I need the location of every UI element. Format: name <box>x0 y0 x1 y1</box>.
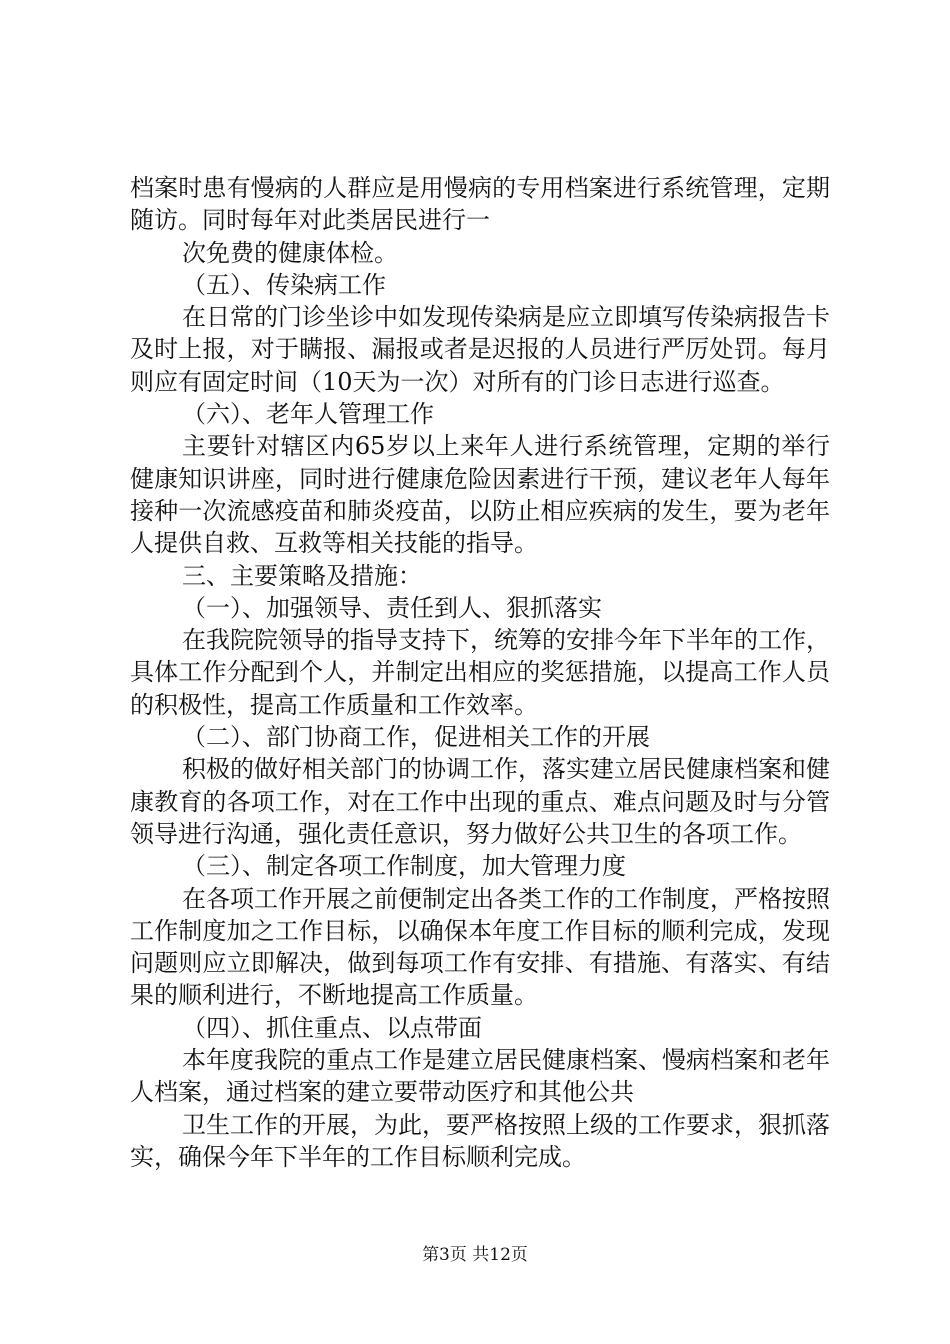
paragraph-work-system: 在各项工作开展之前便制定出各类工作的工作制度，严格按照工作制度加之工作目标，以确保本年度工作目标的顺利完成，发现问题则应立即解决，做到每项工作有安排、有措施、有落实、有结果的顺利进行，不断地提高工作质量。 <box>130 884 830 1010</box>
subsection-heading-1: （一）、加强领导、责任到人、狠抓落实 <box>182 593 602 622</box>
subsection-heading-4: （四）、抓住重点、以点带面 <box>182 1013 482 1042</box>
paragraph-leadership: 在我院院领导的指导支持下，统筹的安排今年下半年的工作，具体工作分配到个人，并制定出相应的奖惩措施，以提高工作人员的积极性，提高工作质量和工作效率。 <box>130 626 830 719</box>
paragraph-1: 档案时患有慢病的人群应是用慢病的专用档案进行系统管理，定期随访。同时每年对此类居民进行一 <box>130 174 830 235</box>
section-heading-strategies: 三、主要策略及措施： <box>182 561 422 590</box>
section-heading-6: （六）、老年人管理工作 <box>182 400 434 429</box>
subsection-heading-2: （二）、部门协商工作，促进相关工作的开展 <box>182 723 650 752</box>
paragraph-2: 次免费的健康体检。 <box>182 238 398 267</box>
section-heading-5: （五）、传染病工作 <box>182 270 386 299</box>
paragraph-key-work-cont: 卫生工作的开展，为此，要严格按照上级的工作要求，狠抓落实，确保今年下半年的工作目标顺利完成。 <box>130 1110 830 1171</box>
subsection-heading-3: （三）、制定各项工作制度，加大管理力度 <box>182 852 626 881</box>
paragraph-coordination: 积极的做好相关部门的协调工作，落实建立居民健康档案和健康教育的各项工作，对在工作中出现的重点、难点问题及时与分管领导进行沟通，强化责任意识，努力做好公共卫生的各项工作。 <box>130 755 830 848</box>
document-body <box>130 172 830 1173</box>
paragraph-key-work: 本年度我院的重点工作是建立居民健康档案、慢病档案和老年人档案，通过档案的建立要带动医疗和其他公共 <box>130 1046 830 1107</box>
paragraph-elderly-management: 主要针对辖区内65岁以上来年人进行系统管理，定期的举行健康知识讲座，同时进行健康危险因素进行干预，建议老年人每年接种一次流感疫苗和肺炎疫苗，以防止相应疾病的发生，要为老年人提供自救、互救等相关技能的指导。 <box>130 432 830 558</box>
page-footer: 第3页 共12页 <box>422 1245 528 1265</box>
paragraph-infectious-disease: 在日常的门诊坐诊中如发现传染病是应立即填写传染病报告卡及时上报，对于瞒报、漏报或者是迟报的人员进行严厉处罚。每月则应有固定时间（10天为一次）对所有的门诊日志进行巡查。 <box>130 303 830 396</box>
